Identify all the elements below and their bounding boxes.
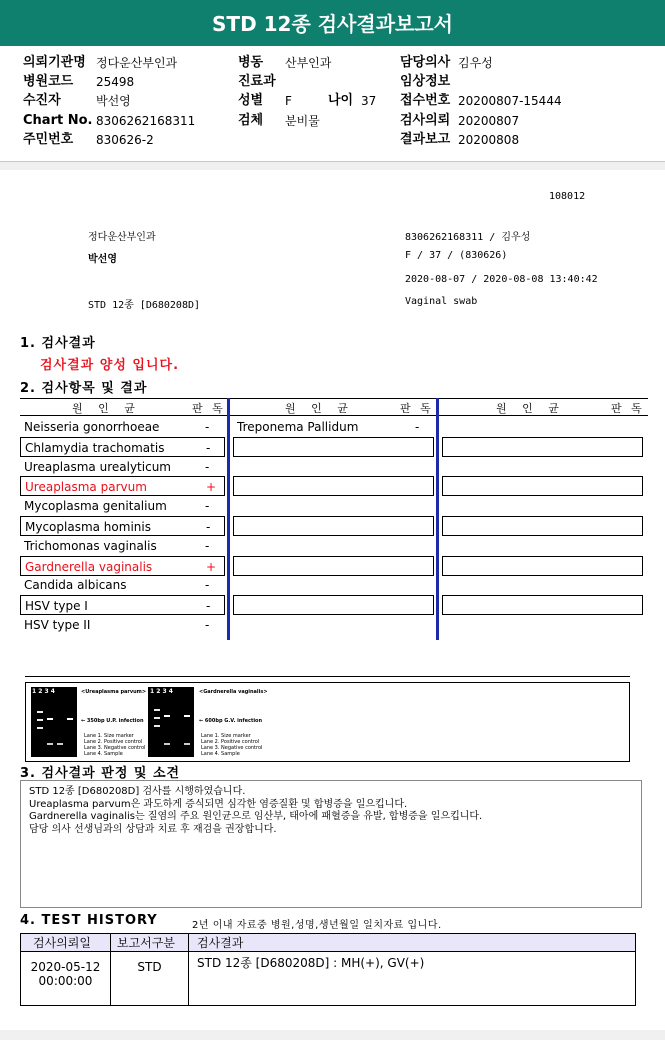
gel-top-rule — [25, 676, 630, 677]
organism-result: - — [205, 499, 210, 513]
section3-title: 3. 검사결과 판정 및 소견 — [20, 766, 181, 781]
gel-left-lanes: 1 2 3 4 — [32, 688, 55, 695]
col1-result-header: 판 독 — [192, 402, 226, 415]
id-value: 830626-2 — [96, 133, 154, 147]
organism-name: Candida albicans — [24, 578, 127, 592]
doc-sex-age-birth: F / 37 / (830626) — [405, 250, 508, 261]
gel-right-legend3: Lane 3. Negative control — [201, 745, 263, 751]
history-type: STD — [111, 952, 189, 1006]
organism-result: - — [205, 420, 210, 434]
opinion-line-2: Ureaplasma parvum은 과도하게 증식되면 심각한 염증질환 및 합병증을 일으킵니다. — [29, 798, 408, 810]
empty-result-box — [442, 595, 643, 615]
result-row — [20, 457, 225, 477]
history-result: STD 12종 [D680208D] : MH(+), GV(+) — [189, 952, 636, 1006]
sex-value: F — [285, 94, 292, 108]
empty-result-box — [442, 476, 643, 496]
doctor-value: 김우성 — [458, 56, 493, 70]
organism-result: - — [206, 441, 211, 455]
doc-chart-doctor: 8306262168311 / 김우성 — [405, 232, 531, 243]
col2-organism-header: 원 인 균 — [285, 402, 354, 415]
empty-result-box — [442, 556, 643, 576]
doc-clinic: 정다운산부인과 — [88, 232, 156, 243]
history-date: 2020-05-12 — [30, 960, 101, 974]
opinion-line-1: STD 12종 [D680208D] 검사를 시행하였습니다. — [29, 786, 246, 797]
history-header-type: 보고서구분 — [111, 934, 189, 952]
age-value: 37 — [361, 94, 377, 108]
receipt-label: 접수번호 — [400, 93, 451, 108]
receipt-value: 20200807-15444 — [458, 94, 562, 108]
organism-name: Trichomonas vaginalis — [24, 539, 157, 553]
organism-name: Neisseria gonorrhoeae — [24, 420, 160, 434]
results-grid-header — [20, 399, 648, 415]
doc-test: STD 12종 [D680208D] — [88, 300, 201, 311]
result-row — [20, 437, 225, 457]
history-row — [21, 952, 636, 1006]
organism-result: - — [206, 520, 211, 534]
reported-label: 결과보고 — [400, 132, 451, 147]
id-label: 주민번호 — [23, 132, 74, 147]
organism-result: - — [415, 420, 420, 434]
organism-name: Ureaplasma urealyticum — [24, 460, 171, 474]
organism-name: Chlamydia trachomatis — [25, 441, 165, 455]
gel-left-legend3: Lane 3. Negative control — [84, 745, 146, 751]
gel-image-ureaplasma — [31, 687, 77, 757]
document-number: 108012 — [549, 191, 586, 202]
organism-result: + — [206, 480, 217, 494]
reported-value: 20200808 — [458, 133, 520, 147]
empty-result-box — [442, 516, 643, 536]
doc-dates: 2020-08-07 / 2020-08-08 13:40:42 — [405, 274, 598, 285]
sex-label: 성별 — [238, 93, 264, 108]
patient-value: 박선영 — [96, 94, 131, 108]
gel-left-legend4: Lane 4. Sample — [84, 751, 123, 757]
report-header-info — [0, 46, 665, 162]
result-row — [233, 417, 433, 437]
result-row — [20, 536, 225, 556]
opinion-box — [20, 780, 642, 908]
history-time: 00:00:00 — [38, 974, 93, 988]
gel-right-legend2: Lane 2. Positive control — [201, 739, 260, 745]
organism-result: + — [206, 560, 217, 574]
history-note: 2년 이내 자료중 병원,성명,생년월일 일치자료 입니다. — [192, 920, 442, 931]
organism-name: Treponema Pallidum — [237, 420, 359, 434]
organism-result: - — [205, 539, 210, 553]
requested-value: 20200807 — [458, 114, 520, 128]
history-header-result: 검사결과 — [189, 934, 636, 952]
result-row — [20, 575, 225, 595]
empty-result-box — [233, 437, 434, 457]
organism-name: HSV type II — [24, 618, 91, 632]
results-grid-header-line — [20, 415, 648, 416]
col3-result-header: 판 독 — [611, 402, 645, 415]
specimen-label: 검체 — [238, 113, 264, 128]
code-value: 25498 — [96, 75, 135, 89]
gel-left-title: <Ureaplasma parvum> — [81, 689, 147, 695]
opinion-line-4: 담당 의사 선생님과의 상담과 치료 후 재검을 권장합니다. — [29, 823, 277, 835]
requested-label: 검사의뢰 — [400, 113, 451, 128]
report-title: STD 12종 검사결과보고서 — [0, 0, 665, 46]
empty-result-box — [233, 476, 434, 496]
history-table — [20, 933, 636, 1006]
gel-image-frame — [25, 682, 630, 762]
col1-organism-header: 원 인 균 — [72, 402, 141, 415]
organism-name: Gardnerella vaginalis — [25, 560, 153, 574]
overall-result: 검사결과 양성 입니다. — [40, 358, 180, 373]
hospital-label: 의뢰기관명 — [23, 55, 86, 70]
section1-title: 1. 검사결과 — [20, 336, 96, 351]
gel-right-lanes: 1 2 3 4 — [150, 688, 173, 695]
ward-value: 산부인과 — [285, 56, 332, 70]
result-row — [20, 595, 225, 615]
dept-label: 진료과 — [238, 74, 276, 89]
empty-result-box — [233, 595, 434, 615]
gel-right-legend4: Lane 4. Sample — [201, 751, 240, 757]
chart-label: Chart No. — [23, 113, 93, 128]
hospital-value: 정다운산부인과 — [96, 56, 178, 70]
organism-result: - — [205, 578, 210, 592]
col2-result-header: 판 독 — [400, 402, 434, 415]
doc-sample: Vaginal swab — [405, 296, 478, 307]
gel-right-title: <Gardnerella vaginalis> — [199, 689, 268, 695]
organism-result: - — [205, 460, 210, 474]
section4-title: 4. TEST HISTORY — [20, 913, 158, 928]
ward-label: 병동 — [238, 55, 264, 70]
gel-image-gardnerella — [148, 687, 194, 757]
gel-left-legend1: Lane 1. Size marker — [84, 733, 134, 739]
doctor-label: 담당의사 — [400, 55, 451, 70]
organism-name: Mycoplasma hominis — [25, 520, 151, 534]
code-label: 병원코드 — [23, 74, 74, 89]
result-row — [20, 496, 225, 516]
specimen-value: 분비물 — [285, 114, 320, 128]
organism-name: HSV type I — [25, 599, 88, 613]
result-row — [20, 476, 225, 496]
gel-left-legend2: Lane 2. Positive control — [84, 739, 143, 745]
result-row — [20, 417, 225, 437]
gel-left-marker: ← 350bp U.P. infection — [81, 718, 144, 724]
opinion-line-3: Gardnerella vaginalis는 질염의 주요 원인균으로 임산부, 태아에 패혈증을 유발, 합병증을 일으킵니다. — [29, 811, 483, 822]
section2-title: 2. 검사항목 및 결과 — [20, 381, 148, 396]
empty-result-box — [233, 516, 434, 536]
gel-right-legend1: Lane 1. Size marker — [201, 733, 251, 739]
result-row — [20, 556, 225, 576]
col3-organism-header: 원 인 균 — [496, 402, 565, 415]
gel-right-marker: ← 600bp G.V. infection — [199, 718, 263, 724]
empty-result-box — [233, 556, 434, 576]
history-header-date: 검사의뢰일 — [21, 934, 111, 952]
chart-value: 8306262168311 — [96, 114, 196, 128]
patient-label: 수진자 — [23, 93, 61, 108]
age-label: 나이 — [328, 93, 354, 108]
clinical-label: 임상정보 — [400, 74, 451, 89]
organism-result: - — [206, 599, 211, 613]
result-row — [20, 516, 225, 536]
column-divider-1 — [227, 398, 230, 640]
organism-result: - — [205, 618, 210, 632]
doc-patient: 박선영 — [88, 254, 117, 265]
organism-name: Mycoplasma genitalium — [24, 499, 167, 513]
empty-result-box — [442, 437, 643, 457]
result-row — [20, 615, 225, 635]
column-divider-2 — [436, 398, 439, 640]
organism-name: Ureaplasma parvum — [25, 480, 147, 494]
